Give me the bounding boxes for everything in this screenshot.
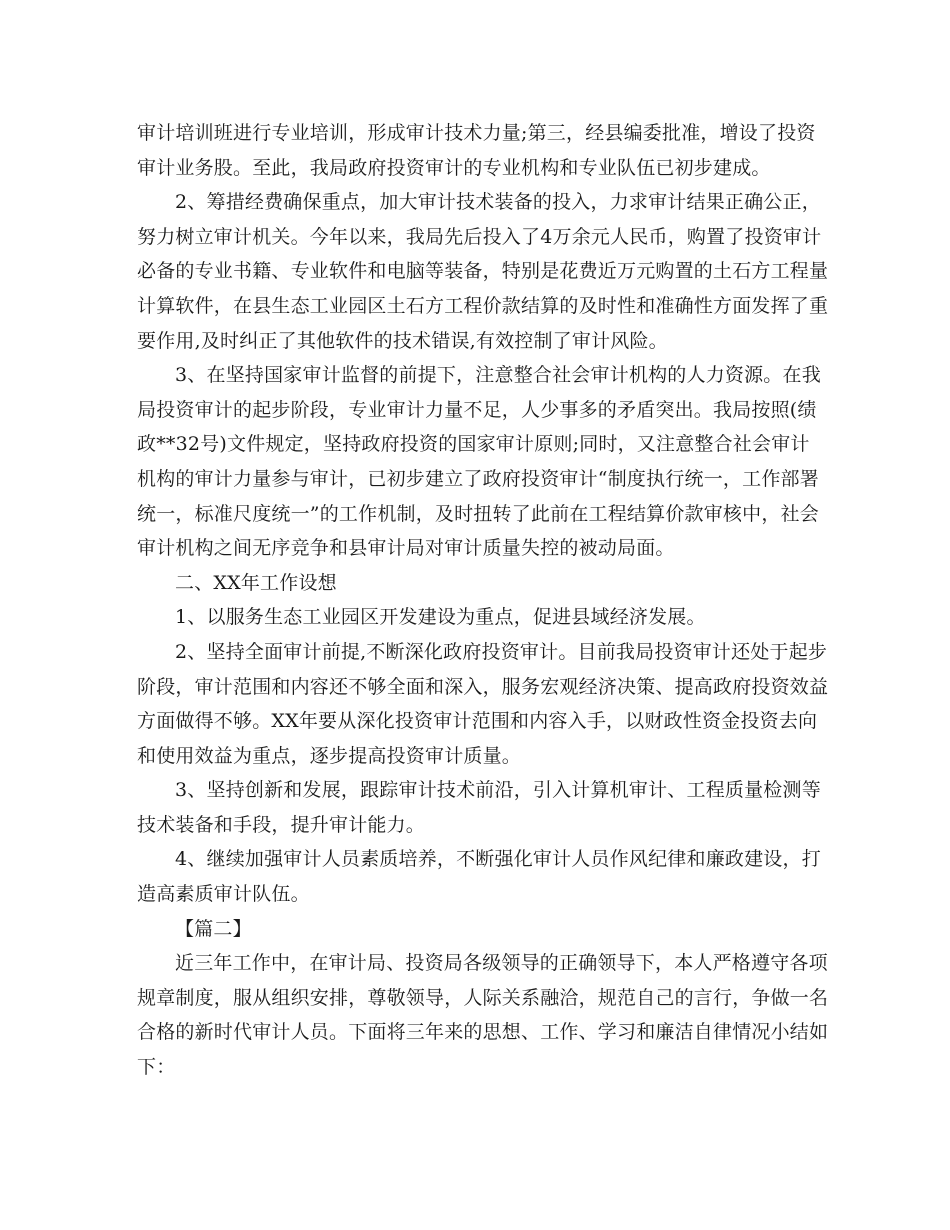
document-body: [137, 116, 829, 1085]
text-line: 【篇二】: [175, 917, 252, 940]
text-line: 3、坚持创新和发展，跟踪审计技术前沿，引入计算机审计、工程质量检测等: [175, 779, 821, 802]
text-line: 规章制度，服从组织安排，尊敬领导，人际关系融洽，规范自己的言行，争做一名: [137, 986, 829, 1009]
text-line: 统一，标准尺度统一”的工作机制，及时扭转了此前在工程结算价款审核中，社会: [137, 502, 819, 525]
text-line: 努力树立审计机关。今年以来，我局先后投入了4万余元人民币，购置了投资审计: [137, 225, 822, 248]
text-line: 阶段，审计范围和内容还不够全面和深入，服务宏观经济决策、提高政府投资效益: [137, 675, 829, 698]
text-line: 下：: [137, 1056, 176, 1079]
text-line: 2、筹措经费确保重点，加大审计技术装备的投入，力求审计结果正确公正，: [175, 191, 821, 214]
text-line: 4、继续加强审计人员素质培养，不断强化审计人员作风纪律和廉政建设，打: [175, 848, 821, 871]
text-line: 造高素质审计队伍。: [137, 883, 310, 906]
text-line: 近三年工作中，在审计局、投资局各级领导的正确领导下，本人严格遵守各项: [175, 952, 828, 975]
text-line: 计算软件，在县生态工业园区土石方工程价款结算的及时性和准确性方面发挥了重: [137, 294, 829, 317]
text-line: 要作用,及时纠正了其他软件的技术错误,有效控制了审计风险。: [137, 329, 668, 352]
text-line: 3、在坚持国家审计监督的前提下，注意整合社会审计机构的人力资源。在我: [175, 364, 821, 387]
text-line: 审计机构之间无序竞争和县审计局对审计质量失控的被动局面。: [137, 537, 675, 560]
text-line: 和使用效益为重点，逐步提高投资审计质量。: [137, 744, 522, 767]
text-line: 必备的专业书籍、专业软件和电脑等装备，特别是花费近万元购置的土石方工程量: [137, 260, 829, 283]
text-line: 方面做得不够。XX年要从深化投资审计范围和内容入手，以财政性资金投资去向: [137, 710, 818, 733]
text-line: 技术装备和手段，提升审计能力。: [137, 813, 426, 836]
text-line: 机构的审计力量参与审计，已初步建立了政府投资审计“制度执行统一，工作部署: [137, 467, 819, 490]
text-line: 合格的新时代审计人员。下面将三年来的思想、工作、学习和廉洁自律情况小结如: [137, 1021, 829, 1044]
text-line: 审计业务股。至此，我局政府投资审计的专业机构和专业队伍已初步建成。: [137, 156, 771, 179]
text-line: 局投资审计的起步阶段，专业审计力量不足，人少事多的矛盾突出。我局按照(绩: [137, 398, 817, 421]
text-line: 二、XX年工作设想: [175, 571, 337, 594]
text-line: 2、坚持全面审计前提,不断深化政府投资审计。目前我局投资审计还处于起步: [175, 640, 828, 663]
text-line: 1、以服务生态工业园区开发建设为重点，促进县域经济发展。: [175, 606, 706, 629]
text-line: 政**32号)文件规定，坚持政府投资的国家审计原则;同时，又注意整合社会审计: [137, 433, 810, 456]
text-line: 审计培训班进行专业培训，形成审计技术力量;第三，经县编委批准，增设了投资: [137, 122, 816, 144]
